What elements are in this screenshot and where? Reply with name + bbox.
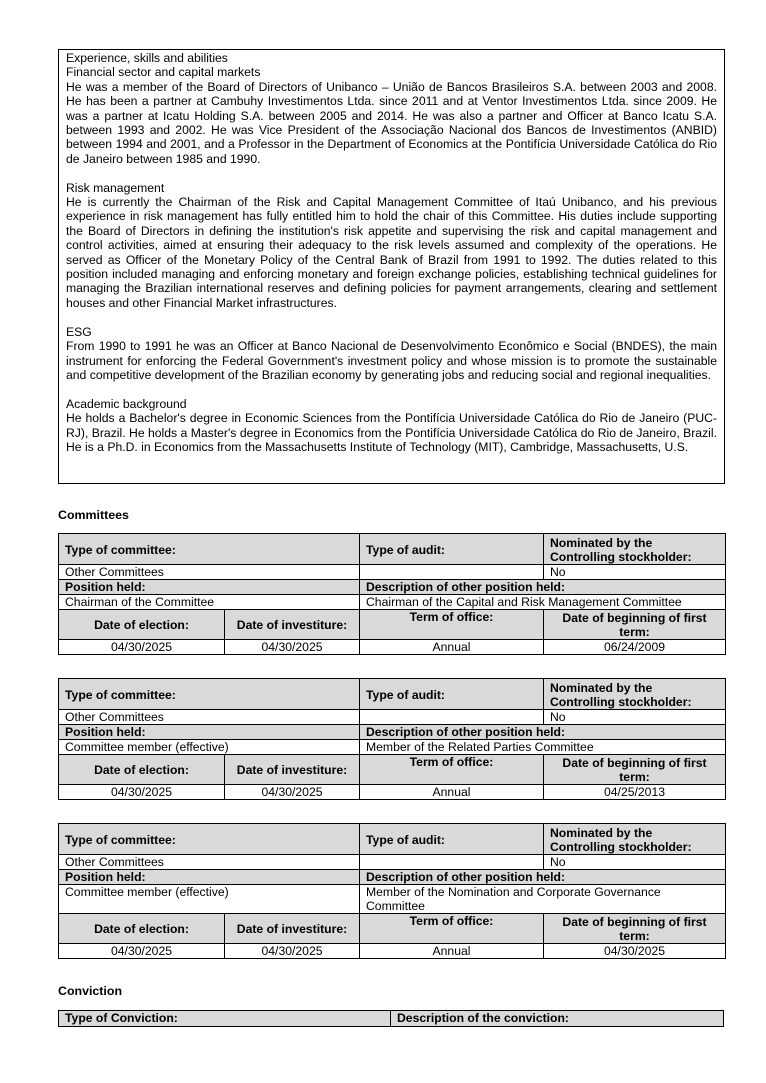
date-investiture-value: 04/30/2025 [225, 785, 360, 800]
date-election-label: Date of election: [59, 610, 225, 640]
date-investiture-value: 04/30/2025 [225, 944, 360, 959]
biography-box [58, 49, 725, 484]
date-investiture-value: 04/30/2025 [225, 640, 360, 655]
bio-section-academic [66, 397, 717, 455]
term-of-office-label: Term of office: [360, 755, 544, 785]
position-held-value: Chairman of the Committee [59, 595, 360, 610]
conviction-description-label: Description of the conviction: [391, 1011, 724, 1027]
bio-section-financial [66, 65, 717, 166]
committees-title: Committees [58, 508, 129, 522]
date-beginning-value: 04/25/2013 [544, 785, 726, 800]
type-of-audit-label: Type of audit: [360, 824, 544, 855]
committee-table [58, 823, 726, 959]
position-held-label: Position held: [59, 580, 360, 595]
position-held-value: Committee member (effective) [59, 885, 360, 914]
bio-section-title: ESG [66, 324, 92, 339]
nominated-value: No [544, 565, 726, 580]
audit-type-value [360, 710, 544, 725]
date-investiture-label: Date of investiture: [225, 610, 360, 640]
nominated-label: Nominated by the Controlling stockholder: [544, 534, 726, 565]
description-other-label: Description of other position held: [360, 580, 726, 595]
bio-section-text: He was a member of the Board of Directors of Unibanco – União de Bancos Brasileiros S.A. between 2003 and 2008. He has been a partner at Cambuhy Investimentos Ltda. since 2011 and at Ventor Investimentos Ltda. since 2009. He was a partner at Icatu Holding S.A. between 2005 and 2014. He was also a partner and Officer at Banco Icatu S.A. between 1993 and 2002. He was Vice President of the Associação Nacional dos Bancos de Investimentos (ANBID) between 1994 and 2001, and a Professor in the Department of Economics at the Pontifícia Universidade Católica do Rio de Janeiro between 1985 and 1990. [66, 79, 717, 166]
date-beginning-label: Date of beginning of first term: [544, 755, 726, 785]
bio-section-title: Academic background [66, 396, 187, 411]
position-held-label: Position held: [59, 725, 360, 740]
date-beginning-value: 04/30/2025 [544, 944, 726, 959]
description-other-value: Member of the Nomination and Corporate Governance Committee [360, 885, 726, 914]
date-election-value: 04/30/2025 [59, 640, 225, 655]
date-investiture-label: Date of investiture: [225, 914, 360, 944]
term-of-office-label: Term of office: [360, 610, 544, 640]
conviction-type-label: Type of Conviction: [59, 1011, 391, 1027]
description-other-label: Description of other position held: [360, 870, 726, 885]
date-election-label: Date of election: [59, 755, 225, 785]
type-of-committee-label: Type of committee: [59, 824, 360, 855]
date-beginning-value: 06/24/2009 [544, 640, 726, 655]
nominated-value: No [544, 855, 726, 870]
conviction-table [58, 1010, 724, 1027]
committee-type-value: Other Committees [59, 565, 360, 580]
type-of-audit-label: Type of audit: [360, 679, 544, 710]
date-investiture-label: Date of investiture: [225, 755, 360, 785]
position-held-value: Committee member (effective) [59, 740, 360, 755]
conviction-title: Conviction [58, 984, 123, 998]
description-other-value: Chairman of the Capital and Risk Management Committee [360, 595, 726, 610]
committee-type-value: Other Committees [59, 855, 360, 870]
type-of-committee-label: Type of committee: [59, 534, 360, 565]
position-held-label: Position held: [59, 870, 360, 885]
audit-type-value [360, 855, 544, 870]
committee-table [58, 533, 726, 655]
experience-heading: Experience, skills and abilities [66, 51, 228, 65]
description-other-label: Description of other position held: [360, 725, 726, 740]
committee-table [58, 678, 726, 800]
bio-section-text: He holds a Bachelor's degree in Economic Sciences from the Pontifícia Universidade Católica do Rio de Janeiro (PUC-RJ), Brazil. He holds a Master's degree in Economics from the Pontifícia Universidade Católica do Rio de Janeiro, Brazil. He is a Ph.D. in Economics from the Massachusetts Institute of Technology (MIT), Cambridge, Massachusetts, U.S. [66, 411, 717, 454]
bio-section-text: He is currently the Chairman of the Risk and Capital Management Committee of Itaú Unibanco, and his previous experience in risk management has fully entitled him to hold the chair of this Committee. His duties include supporting the Board of Directors in defining the institution's risk appetite and supervising the risk and capital management and control activities, aimed at ensuring their adequacy to the risk levels assumed and complexity of the operations. He served as Officer of the Monetary Policy of the Central Bank of Brazil from 1991 to 1992. The duties related to this position included managing and enforcing monetary and foreign exchange policies, establishing technical guidelines for managing the Brazilian international reserves and defining policies for payment arrangements, clearing and settlement houses and other Financial Market infrastructures. [66, 195, 717, 310]
date-election-label: Date of election: [59, 914, 225, 944]
term-of-office-value: Annual [360, 944, 544, 959]
date-election-value: 04/30/2025 [59, 944, 225, 959]
nominated-value: No [544, 710, 726, 725]
bio-section-risk [66, 181, 717, 311]
audit-type-value [360, 565, 544, 580]
date-beginning-label: Date of beginning of first term: [544, 610, 726, 640]
type-of-audit-label: Type of audit: [360, 534, 544, 565]
bio-section-title: Financial sector and capital markets [66, 65, 261, 80]
nominated-label: Nominated by the Controlling stockholder: [544, 824, 726, 855]
term-of-office-label: Term of office: [360, 914, 544, 944]
term-of-office-value: Annual [360, 785, 544, 800]
type-of-committee-label: Type of committee: [59, 679, 360, 710]
date-election-value: 04/30/2025 [59, 785, 225, 800]
bio-section-title: Risk management [66, 180, 165, 195]
bio-section-esg [66, 325, 717, 383]
bio-section-text: From 1990 to 1991 he was an Officer at Banco Nacional de Desenvolvimento Econômico e Social (BNDES), the main instrument for enforcing the Federal Government's investment policy and whose mission is to promote the sustainable and competitive development of the Brazilian economy by generating jobs and reducing social and regional inequalities. [66, 339, 717, 382]
description-other-value: Member of the Related Parties Committee [360, 740, 726, 755]
nominated-label: Nominated by the Controlling stockholder: [544, 679, 726, 710]
term-of-office-value: Annual [360, 640, 544, 655]
committee-type-value: Other Committees [59, 710, 360, 725]
date-beginning-label: Date of beginning of first term: [544, 914, 726, 944]
